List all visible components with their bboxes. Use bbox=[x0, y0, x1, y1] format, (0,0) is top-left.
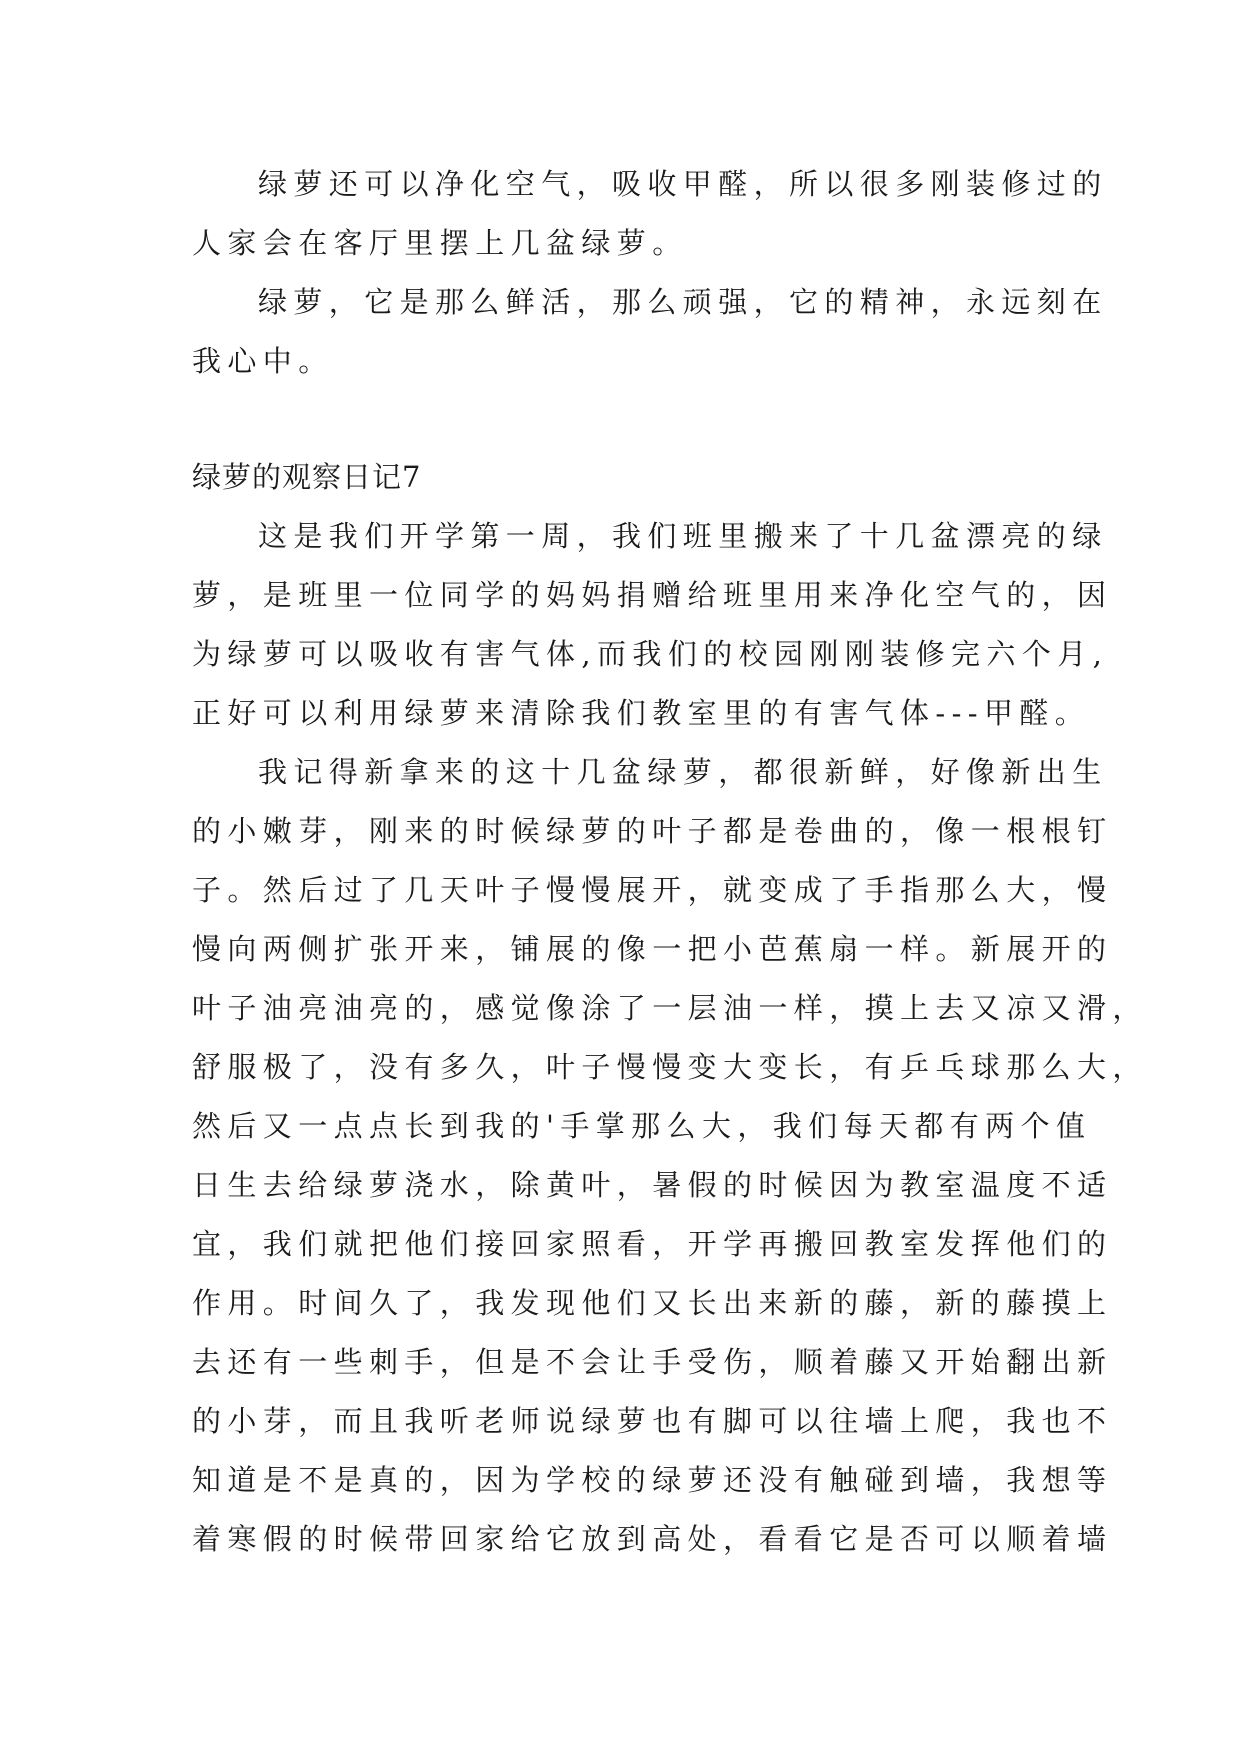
paragraph-growth bbox=[192, 743, 1148, 1569]
text-line: 的小嫩芽，刚来的时候绿萝的叶子都是卷曲的，像一根根钉 bbox=[192, 814, 1113, 848]
paragraph-air-purify bbox=[192, 155, 1108, 273]
text-line: 知道是不是真的，因为学校的绿萝还没有触碰到墙，我想等 bbox=[192, 1463, 1113, 1497]
text-line: 舒服极了，没有多久，叶子慢慢变大变长，有乒乓球那么大， bbox=[192, 1050, 1148, 1084]
section-title: 绿萝的观察日记7 bbox=[192, 460, 422, 494]
text-line: 正好可以利用绿萝来清除我们教室里的有害气体---甲醛。 bbox=[192, 696, 1091, 730]
text-line: 慢向两侧扩张开来，铺展的像一把小芭蕉扇一样。新展开的 bbox=[192, 932, 1113, 966]
text-line: 然后又一点点长到我的'手掌那么大，我们每天都有两个值 bbox=[192, 1109, 1092, 1143]
text-line: 子。然后过了几天叶子慢慢展开，就变成了手指那么大，慢 bbox=[192, 873, 1113, 907]
text-line: 去还有一些刺手，但是不会让手受伤，顺着藤又开始翻出新 bbox=[192, 1345, 1113, 1379]
text-line: 作用。时间久了，我发现他们又长出来新的藤，新的藤摸上 bbox=[192, 1286, 1113, 1320]
text-line: 日生去给绿萝浇水，除黄叶，暑假的时候因为教室温度不适 bbox=[192, 1168, 1113, 1202]
text-line: 萝，是班里一位同学的妈妈捐赠给班里用来净化空气的，因 bbox=[192, 578, 1113, 612]
text-line: 着寒假的时候带回家给它放到高处，看看它是否可以顺着墙 bbox=[192, 1522, 1113, 1556]
text-line: 绿萝，它是那么鲜活，那么顽强，它的精神，永远刻在 bbox=[258, 285, 1108, 319]
paragraph-spirit bbox=[192, 273, 1108, 391]
text-line: 的小芽，而且我听老师说绿萝也有脚可以往墙上爬，我也不 bbox=[192, 1404, 1113, 1438]
text-line: 人家会在客厅里摆上几盆绿萝。 bbox=[192, 226, 688, 260]
section-gap bbox=[192, 391, 1048, 448]
text-line: 这是我们开学第一周，我们班里搬来了十几盆漂亮的绿 bbox=[258, 519, 1108, 553]
text-line: 叶子油亮油亮的，感觉像涂了一层油一样，摸上去又凉又滑， bbox=[192, 991, 1148, 1025]
text-line: 我记得新拿来的这十几盆绿萝，都很新鲜，好像新出生 bbox=[258, 755, 1108, 789]
text-line: 绿萝还可以净化空气，吸收甲醛，所以很多刚装修过的 bbox=[258, 167, 1108, 201]
text-line: 为绿萝可以吸收有害气体,而我们的校园刚刚装修完六个月, bbox=[192, 637, 1109, 671]
text-line: 我心中。 bbox=[192, 344, 334, 378]
paragraph-first-week bbox=[192, 507, 1113, 743]
document-body bbox=[192, 155, 1148, 1569]
text-line: 宜，我们就把他们接回家照看，开学再搬回教室发挥他们的 bbox=[192, 1227, 1113, 1261]
